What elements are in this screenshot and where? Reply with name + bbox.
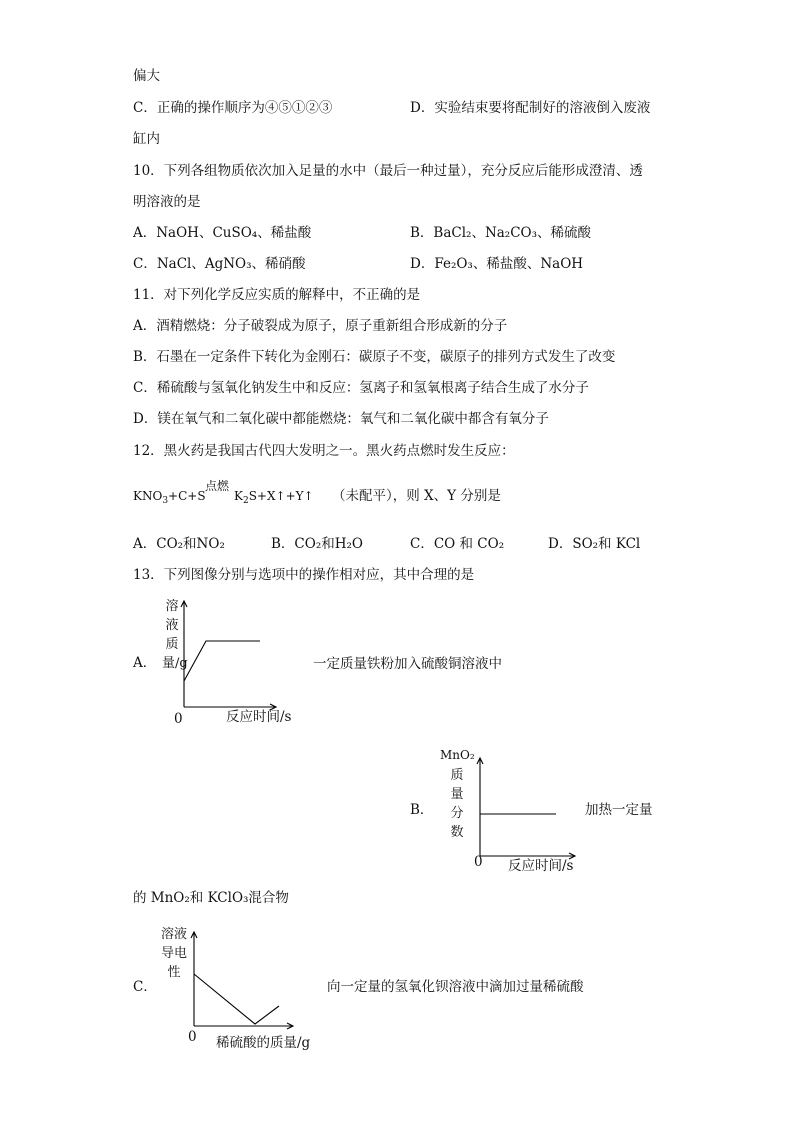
question-10: 10．下列各组物质依次加入足量的水中（最后一种过量），充分反应后能形成澄清、透 <box>133 163 643 179</box>
graph-b-ylabel-top: MnO₂ <box>440 748 475 762</box>
graph-a-letter: A． <box>133 655 157 671</box>
graph-b-description-cont: 的 MnO₂和 KClO₃混合物 <box>133 890 289 906</box>
q10-option-d: D．Fe₂O₃、稀盐酸、NaOH <box>410 256 584 272</box>
graph-a-curve <box>184 641 260 681</box>
text-line: 偏大 <box>133 68 160 84</box>
graph-c-origin: 0 <box>188 1029 197 1045</box>
graph-b <box>473 752 583 860</box>
q10-option-a: A．NaOH、CuSO₄、稀盐酸 <box>133 225 312 241</box>
graph-b-origin: 0 <box>474 854 483 870</box>
option-c: C．正确的操作顺序为④⑤①②③ <box>133 100 333 116</box>
graph-c-description: 向一定量的氢氧化钡溶液中滴加过量稀硫酸 <box>327 979 584 995</box>
graph-b-ylabel: 质量分数 <box>450 768 464 840</box>
q10-option-c: C．NaCl、AgNO₃、稀硝酸 <box>133 256 306 272</box>
q11-option-d: D．镁在氧气和二氧化碳中都能燃烧：氧气和二氧化碳中都含有氧分子 <box>133 411 549 427</box>
chemical-equation-products: $K_2S+X↑+Y↑$ <box>234 489 314 506</box>
option-d: D．实验结束要将配制好的溶液倒入废液 <box>410 100 651 116</box>
text-line: 缸内 <box>133 131 160 147</box>
graph-b-letter: B． <box>410 802 434 818</box>
question-12: 12．黑火药是我国古代四大发明之一。黑火药点燃时发生反应： <box>133 443 515 459</box>
q11-option-c: C．稀硫酸与氢氧化钠发生中和反应：氢离子和氢氧根离子结合生成了水分子 <box>133 380 589 396</box>
graph-c <box>187 926 297 1030</box>
question-13: 13．下列图像分别与选项中的操作相对应，其中合理的是 <box>133 567 475 583</box>
graph-c-ylabel: 溶液导电性 <box>160 927 187 980</box>
graph-a-ylabel: 溶液质量/g <box>162 599 188 671</box>
equation-note: （未配平），则 X、Y 分别是 <box>332 488 501 504</box>
question-11: 11．对下列化学反应实质的解释中，不正确的是 <box>133 287 421 303</box>
graph-a-origin: 0 <box>174 711 183 727</box>
graph-c-curve <box>194 974 279 1024</box>
chemical-equation: $KNO_3+C+S$ <box>133 489 206 506</box>
graph-a-xlabel: 反应时间/s <box>226 709 292 725</box>
graph-b-description: 加热一定量 <box>585 802 653 818</box>
q10-option-b: B．BaCl₂、Na₂CO₃、稀硫酸 <box>410 225 592 241</box>
graph-c-letter: C． <box>133 979 157 995</box>
q12-option-b: B．CO₂和H₂O <box>271 536 363 552</box>
q11-option-b: B．石墨在一定条件下转化为金刚石：碳原子不变，碳原子的排列方式发生了改变 <box>133 349 616 365</box>
reaction-condition: 点燃 <box>205 479 230 493</box>
graph-b-xlabel: 反应时间/s <box>508 858 574 874</box>
graph-a <box>176 595 286 710</box>
q12-option-c: C．CO 和 CO₂ <box>410 536 505 552</box>
q12-option-a: A．CO₂和NO₂ <box>133 536 225 552</box>
q11-option-a: A．酒精燃烧：分子破裂成为原子，原子重新组合形成新的分子 <box>133 318 508 334</box>
question-10-cont: 明溶液的是 <box>133 194 201 210</box>
q12-option-d: D．SO₂和 KCl <box>548 536 641 552</box>
graph-c-xlabel: 稀硫酸的质量/g <box>216 1035 311 1051</box>
graph-a-description: 一定质量铁粉加入硫酸铜溶液中 <box>313 656 502 672</box>
